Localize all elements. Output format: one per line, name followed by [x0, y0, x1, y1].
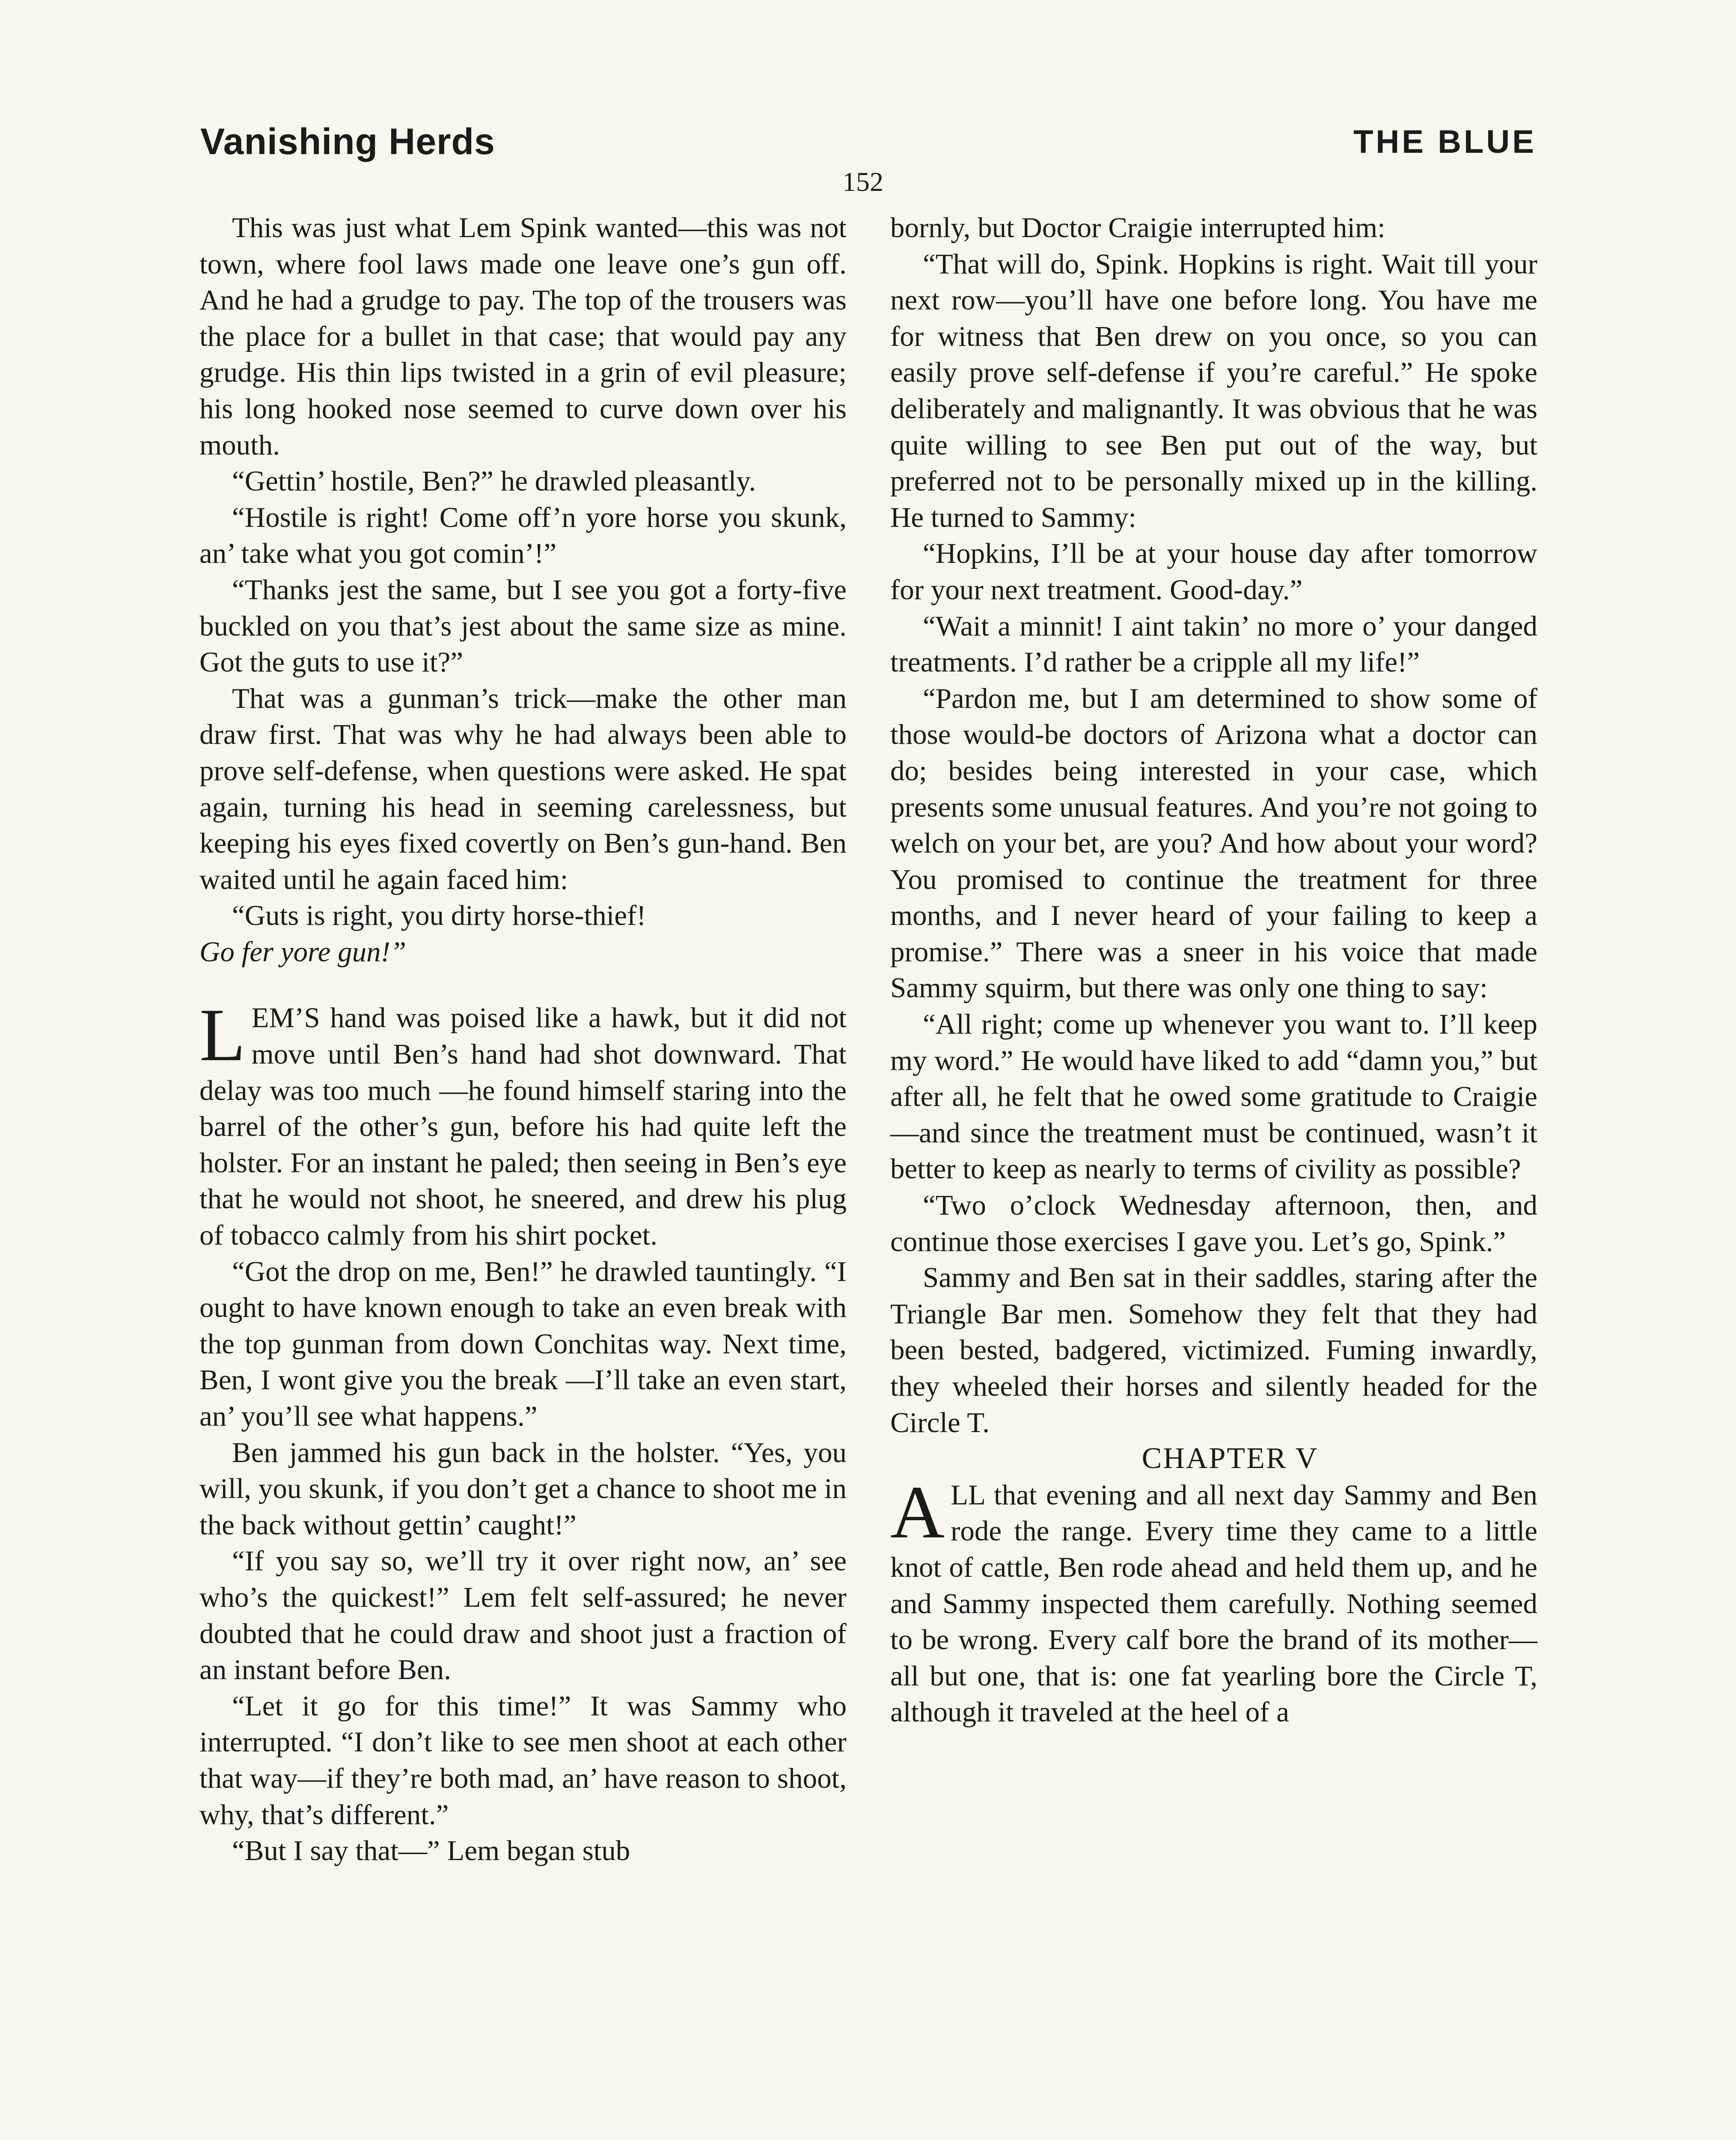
dropcap-paragraph	[890, 1470, 1537, 1730]
dropcap-text: EM’S hand was poised like a hawk, but it did not move until Ben’s hand had shot downward. That delay was too much —he found himself staring into the barrel of the other’s gun, before his had quite left the holster. For an instant he paled; then seeing in Ben’s eye that he would not shoot, he sneered, and drew his plug of tobacco calmly from his shirt pocket.	[199, 1002, 847, 1251]
drop-cap-letter: A	[890, 1470, 945, 1554]
italic-line: Go fer yore gun!”	[199, 936, 407, 968]
paragraph: “Got the drop on me, Ben!” he drawled tauntingly. “I ought to have known enough to take an even break with the top gunman from down Conchitas way. Next time, Ben, I wont give you the break —I’ll take an even start, an’ you’ll see what happens.”	[199, 1255, 847, 1432]
paragraph: Sammy and Ben sat in their saddles, staring after the Triangle Bar men. Somehow they felt that they had been bested, badgered, victimized. Fuming inwardly, they wheeled their horses and silently headed for the Circle T.	[890, 1262, 1537, 1439]
dropcap-text: LL that evening and all next day Sammy and Ben rode the range. Every time they came to a little knot of cattle, Ben rode ahead and held them up, and he and Sammy inspected them carefully. Nothing seemed to be wrong. Every calf bore the brand of its mother—all but one, that is: one fat yearling bore the Circle T, although it traveled at the heel of a	[890, 1479, 1537, 1728]
paragraph: bornly, but Doctor Craigie interrupted him:	[890, 212, 1385, 244]
paragraph: “If you say so, we’ll try it over right now, an’ see who’s the quickest!” Lem felt self-assured; he never doubted that he could draw and shoot just a fraction of an instant before Ben.	[199, 1545, 847, 1686]
paragraph: “All right; come up whenever you want to. I’ll keep my word.” He would have liked to add “damn you,” but after all, he felt that he owed some gratitude to Craigie —and since the treatment must be continued, wasn’t it better to keep as nearly to terms of civility as possible?	[890, 1008, 1537, 1185]
paragraph: That was a gunman’s trick—make the other man draw first. That was why he had always been able to prove self-defense, when questions were asked. He spat again, turning his head in seeming carelessness, but keeping his eyes fixed covertly on Ben’s gun-hand. Ben waited until he again faced him:	[199, 682, 847, 895]
paragraph: “Gettin’ hostile, Ben?” he drawled pleasantly.	[232, 465, 756, 497]
page-number: 152	[842, 166, 883, 197]
story-title: Vanishing Herds	[200, 121, 495, 162]
dropcap-paragraph	[199, 993, 847, 1253]
paragraph: “Guts is right, you dirty horse-thief!	[232, 900, 646, 932]
paragraph: “But I say that—” Lem began stub	[232, 1835, 630, 1867]
magazine-title: THE BLUE	[1353, 124, 1537, 160]
paragraph: “Hopkins, I’ll be at your house day after tomorrow for your next treatment. Good-day.”	[890, 538, 1537, 606]
paragraph: “That will do, Spink. Hopkins is right. Wait till your next row—you’ll have one before long. You have me for witness that Ben drew on you once, so you can easily prove self-defense if you’re careful.” He spoke deliberately and malignantly. It was obvious that he was quite willing to see Ben put out of the way, but preferred not to be personally mixed up in the killing. He turned to Sammy:	[890, 248, 1537, 533]
paragraph: “Pardon me, but I am determined to show some of those would-be doctors of Arizona what a doctor can do; besides being interested in your case, which presents some unusual features. And you’re not going to welch on your bet, are you? And how about your word? You promised to continue the treatment for three months, and I never heard of your failing to keep a promise.” There was a sneer in his voice that made Sammy squirm, but there was only one thing to say:	[890, 682, 1537, 1004]
left-column	[199, 210, 847, 1869]
paragraph: “Thanks jest the same, but I see you got a forty-five buckled on you that’s jest about the same size as mine. Got the guts to use it?”	[199, 574, 847, 678]
paragraph: “Wait a minnit! I aint takin’ no more o’ your danged treatments. I’d rather be a cripple all my life!”	[890, 610, 1537, 678]
paragraph: This was just what Lem Spink wanted—this was not town, where fool laws made one leave one’s gun off. And he had a grudge to pay. The top of the trousers was the place for a bullet in that case; that would pay any grudge. His thin lips twisted in a grin of evil pleasure; his long hooked nose seemed to curve down over his mouth.	[199, 212, 847, 461]
drop-cap-letter: L	[199, 993, 246, 1077]
right-column	[890, 210, 1537, 1730]
chapter-heading: CHAPTER V	[1141, 1442, 1319, 1475]
paragraph: “Hostile is right! Come off’n yore horse you skunk, an’ take what you got comin’!”	[199, 501, 847, 570]
paragraph: “Let it go for this time!” It was Sammy who interrupted. “I don’t like to see men shoot at each other that way—if they’re both mad, an’ have reason to shoot, why, that’s different.”	[199, 1690, 847, 1831]
paragraph: Ben jammed his gun back in the holster. “Yes, you will, you skunk, if you don’t get a chance to shoot me in the back without gettin’ caught!”	[199, 1436, 847, 1541]
paragraph: “Two o’clock Wednesday afternoon, then, and continue those exercises I gave you. Let’s go, Spink.”	[890, 1189, 1537, 1257]
